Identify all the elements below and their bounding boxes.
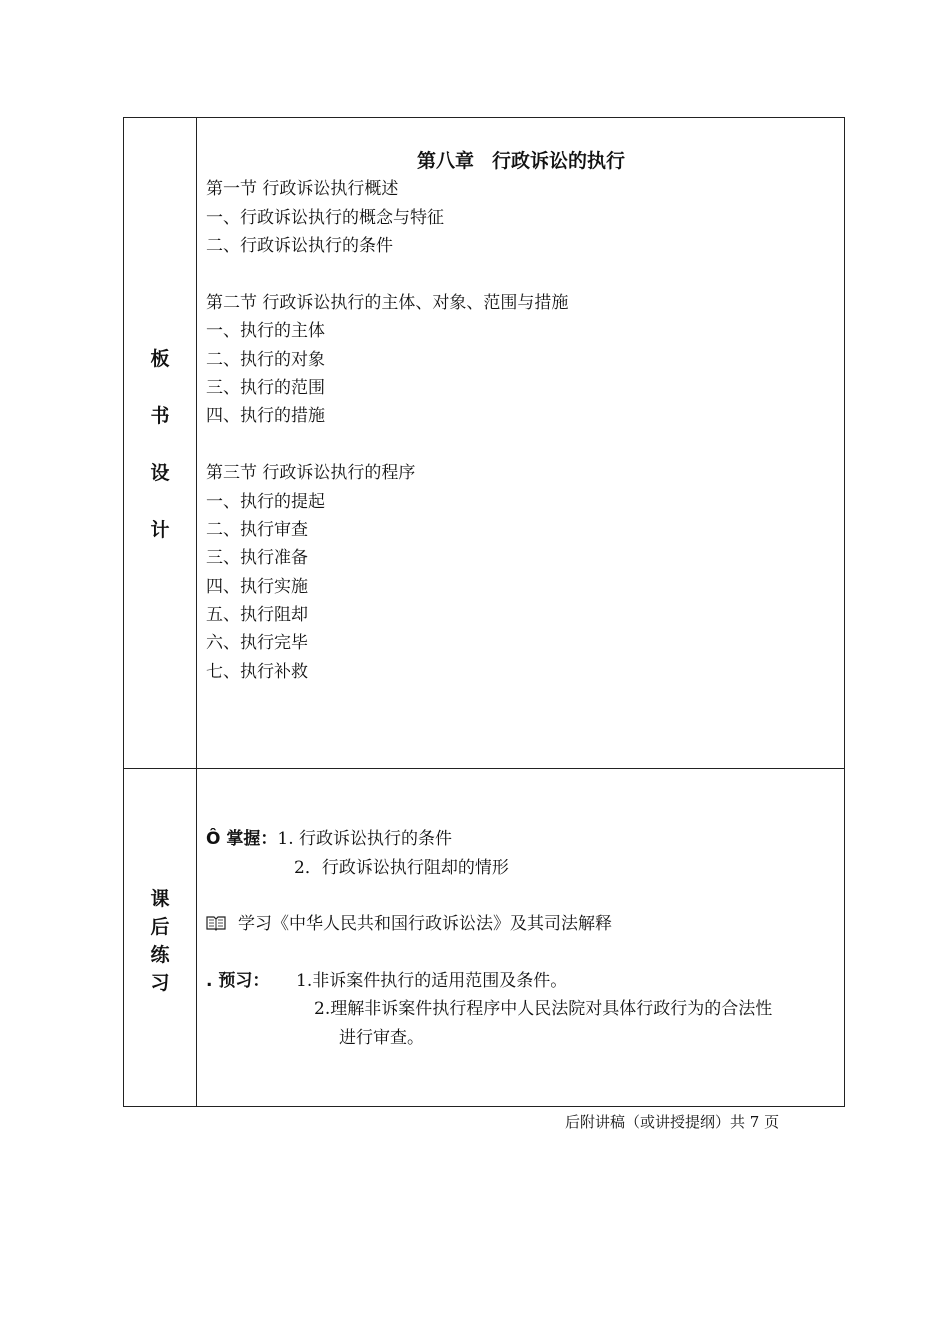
outline-line: 一、行政诉讼执行的概念与特征: [206, 208, 444, 228]
label-char: 计: [150, 519, 170, 541]
preview-label: . 预习：: [206, 971, 270, 991]
outline-line: 四、执行的措施: [206, 406, 325, 426]
outline-line: 第三节 行政诉讼执行的程序: [206, 463, 416, 483]
outline-line: 五、执行阻却: [206, 605, 308, 625]
label-char: 板: [150, 348, 170, 370]
practice-label: [124, 885, 196, 997]
outline-line: 一、执行的主体: [206, 321, 325, 341]
label-char: 练: [150, 944, 170, 966]
label-char: 书: [150, 405, 170, 427]
outline-line: 二、执行的对象: [206, 350, 325, 370]
master-item: 2．行政诉讼执行阻却的情形: [294, 858, 509, 878]
page-footer: 后附讲稿（或讲授提纲）共 7 页: [565, 1113, 780, 1131]
master-item: 1. 行政诉讼执行的条件: [277, 829, 452, 849]
study-row: [206, 911, 612, 937]
outline-line: 一、执行的提起: [206, 492, 325, 512]
outline-line: 七、执行补救: [206, 662, 308, 682]
label-char: 设: [150, 462, 170, 484]
outline-line: 二、执行审查: [206, 520, 308, 540]
preview-item: 1.非诉案件执行的适用范围及条件。: [296, 971, 568, 991]
column-divider: [196, 118, 197, 1106]
outline-line: 三、执行准备: [206, 548, 308, 568]
master-label: Ô 掌握：: [206, 829, 278, 849]
open-book-icon: [206, 915, 226, 931]
master-row: [206, 826, 452, 852]
outline-line: 二、行政诉讼执行的条件: [206, 236, 393, 256]
preview-item: 2.理解非诉案件执行程序中人民法院对具体行政行为的合法性: [314, 999, 773, 1019]
label-char: 课: [150, 888, 170, 910]
outline-line: 六、执行完毕: [206, 633, 308, 653]
chapter-title: [206, 148, 836, 174]
chapter-number: 第八章: [416, 150, 474, 172]
outline-line: 第一节 行政诉讼执行概述: [206, 179, 399, 199]
study-text: 学习《中华人民共和国行政诉讼法》及其司法解释: [238, 914, 612, 934]
row-divider: [124, 768, 844, 769]
label-char: 后: [150, 916, 170, 938]
outline-line: 第二节 行政诉讼执行的主体、对象、范围与措施: [206, 293, 569, 313]
chapter-name: 行政诉讼的执行: [492, 150, 626, 172]
preview-item-continued: 进行审查。: [339, 1028, 424, 1048]
board-design-label: [124, 346, 196, 574]
outline-line: 三、执行的范围: [206, 378, 325, 398]
label-char: 习: [150, 972, 170, 994]
lesson-table: [123, 117, 845, 1107]
outline-line: 四、执行实施: [206, 577, 308, 597]
